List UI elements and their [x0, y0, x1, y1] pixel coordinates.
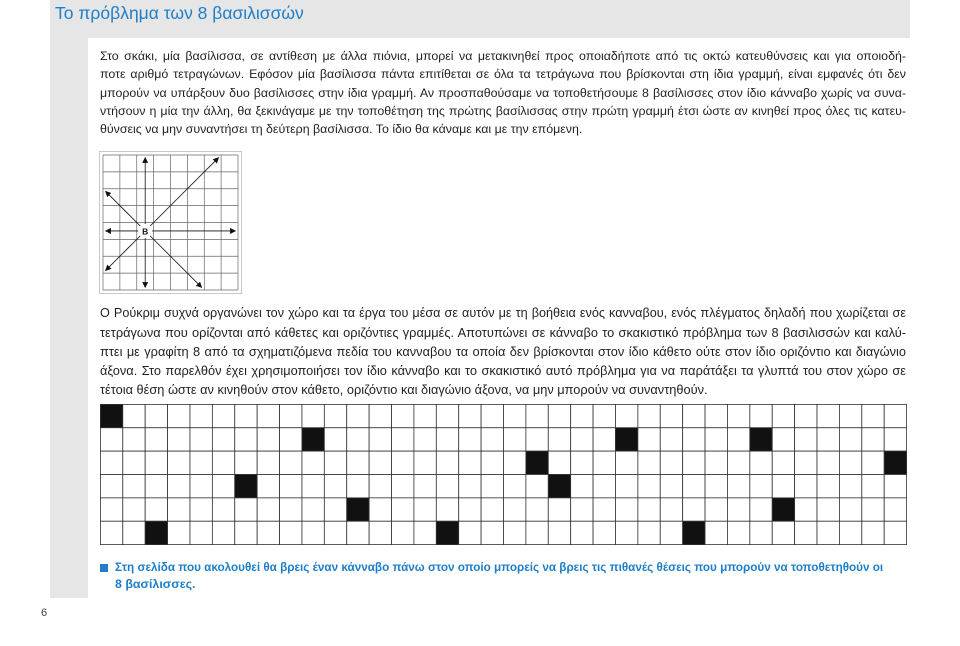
- crossword-cell: [190, 451, 212, 474]
- crossword-cell: [257, 475, 279, 498]
- crossword-cell: [705, 451, 727, 474]
- crossword-cell: [257, 428, 279, 451]
- crossword-cell: [414, 404, 436, 427]
- crossword-cell: [481, 428, 503, 451]
- crossword-cell: [615, 451, 637, 474]
- crossword-cell: [615, 475, 637, 498]
- crossword-cell: [660, 521, 682, 544]
- crossword-cell: [593, 404, 615, 427]
- crossword-cell: [436, 498, 458, 521]
- crossword-cell: [593, 521, 615, 544]
- crossword-cell: [392, 428, 414, 451]
- crossword-cell: [884, 404, 906, 427]
- crossword-filled-cell: [884, 451, 906, 474]
- crossword-cell: [593, 498, 615, 521]
- crossword-cell: [459, 404, 481, 427]
- crossword-cell: [280, 428, 302, 451]
- body-line: Ο Ρούκριμ συχνά οργανώνει τον χώρο και τα έργα του μέσα σε αυτόν με τη βοήθεια ενός κανναβου, ενός πλέγματος δηλαδή που χωρίζεται σε: [100, 306, 906, 320]
- crossword-cell: [100, 428, 122, 451]
- crossword-cell: [280, 521, 302, 544]
- crossword-filled-cell: [615, 428, 637, 451]
- crossword-cell: [190, 498, 212, 521]
- crossword-cell: [817, 498, 839, 521]
- crossword-cell: [145, 451, 167, 474]
- crossword-cell: [750, 498, 772, 521]
- crossword-cell: [302, 521, 324, 544]
- crossword-cell: [190, 404, 212, 427]
- body-line: τετράγωνα που ορίζονται από κάθετες και οριζόντιες γραμμές. Αποτυπώνει σε κάνναβο το σκακιστικό πρόβλημα των 8 βασιλισσών και καλύ-: [100, 325, 906, 340]
- crossword-cell: [571, 521, 593, 544]
- crossword-cell: [571, 428, 593, 451]
- crossword-cell: [683, 475, 705, 498]
- crossword-cell: [369, 521, 391, 544]
- crossword-cell: [369, 451, 391, 474]
- crossword-cell: [257, 498, 279, 521]
- crossword-cell: [638, 475, 660, 498]
- crossword-filled-cell: [548, 475, 570, 498]
- crossword-cell: [548, 498, 570, 521]
- crossword-cell: [324, 521, 346, 544]
- crossword-cell: [526, 475, 548, 498]
- crossword-filled-cell: [145, 521, 167, 544]
- body-paragraph: [100, 304, 906, 399]
- note-line: Στη σελίδα που ακολουθεί θα βρεις έναν κάνναβο πάνω στον οποίο μπορείς να βρεις τις πιθανές θέσεις που μπορούν να τοποθετηθούν οι: [115, 561, 884, 574]
- crossword-cell: [257, 451, 279, 474]
- intro-line: ντήσουν η μία την άλλη, θα ξεκινάγαμε με την τοποθέτηση της πρώτης βασίλισσας στην πρώτη γραμμή έτσι ώστε αν κινηθεί προς όλες τις κατευ-: [100, 103, 906, 118]
- crossword-cell: [683, 451, 705, 474]
- queen-marker: B: [142, 226, 149, 237]
- crossword-cell: [459, 451, 481, 474]
- crossword-cell: [593, 428, 615, 451]
- crossword-cell: [481, 498, 503, 521]
- crossword-cell: [436, 451, 458, 474]
- crossword-cell: [683, 498, 705, 521]
- crossword-cell: [862, 451, 884, 474]
- crossword-cell: [660, 475, 682, 498]
- crossword-cell: [481, 521, 503, 544]
- crossword-cell: [459, 498, 481, 521]
- crossword-cell: [392, 498, 414, 521]
- crossword-cell: [168, 521, 190, 544]
- note-text: [115, 559, 895, 593]
- intro-paragraph: [100, 47, 906, 138]
- crossword-cell: [145, 475, 167, 498]
- crossword-cell: [145, 428, 167, 451]
- crossword-cell: [481, 404, 503, 427]
- crossword-cell: [504, 498, 526, 521]
- crossword-cell: [772, 404, 794, 427]
- crossword-cell: [660, 498, 682, 521]
- crossword-cell: [414, 498, 436, 521]
- instruction-note: [100, 559, 906, 595]
- crossword-cell: [817, 475, 839, 498]
- crossword-cell: [571, 498, 593, 521]
- crossword-cell: [750, 451, 772, 474]
- crossword-cell: [705, 475, 727, 498]
- crossword-cell: [123, 451, 145, 474]
- crossword-cell: [660, 404, 682, 427]
- crossword-cell: [123, 428, 145, 451]
- crossword-cell: [100, 451, 122, 474]
- crossword-cell: [280, 404, 302, 427]
- crossword-cell: [280, 498, 302, 521]
- crossword-cell: [414, 521, 436, 544]
- crossword-cell: [369, 475, 391, 498]
- body-line: τέτοια θέση ώστε αν κινηθούν στον κάθετο, οριζόντιο και διαγώνιο άξονα, να μην μπορούν να συναντηθούν.: [100, 382, 708, 397]
- crossword-cell: [235, 451, 257, 474]
- crossword-cell: [817, 521, 839, 544]
- crossword-cell: [571, 451, 593, 474]
- crossword-cell: [772, 451, 794, 474]
- crossword-cell: [100, 498, 122, 521]
- crossword-cell: [705, 428, 727, 451]
- crossword-cell: [504, 451, 526, 474]
- crossword-cell: [548, 404, 570, 427]
- crossword-cell: [795, 404, 817, 427]
- crossword-cell: [414, 451, 436, 474]
- crossword-cell: [145, 404, 167, 427]
- crossword-cell: [392, 521, 414, 544]
- crossword-cell: [548, 521, 570, 544]
- crossword-cell: [190, 475, 212, 498]
- crossword-cell: [862, 428, 884, 451]
- crossword-grid: [100, 404, 907, 545]
- crossword-cell: [324, 404, 346, 427]
- crossword-filled-cell: [750, 428, 772, 451]
- crossword-cell: [504, 475, 526, 498]
- crossword-cell: [212, 428, 234, 451]
- crossword-cell: [660, 451, 682, 474]
- crossword-cell: [839, 451, 861, 474]
- crossword-cell: [683, 428, 705, 451]
- crossword-cell: [884, 521, 906, 544]
- crossword-cell: [212, 475, 234, 498]
- crossword-cell: [727, 521, 749, 544]
- crossword-cell: [571, 404, 593, 427]
- crossword-cell: [212, 451, 234, 474]
- body-line: άξονα. Στο παρελθόν έχει χρησιμοποιήσει τον ίδιο κάνναβο και το σκακιστικό αυτό πρόβλημα για να παράτάξει τα γλυπτά του στον χώρο σε: [100, 363, 906, 378]
- crossword-cell: [369, 498, 391, 521]
- crossword-cell: [750, 475, 772, 498]
- crossword-cell: [459, 475, 481, 498]
- crossword-cell: [123, 498, 145, 521]
- crossword-cell: [257, 404, 279, 427]
- crossword-cell: [212, 404, 234, 427]
- crossword-cell: [727, 451, 749, 474]
- crossword-cell: [235, 404, 257, 427]
- crossword-cell: [548, 451, 570, 474]
- crossword-cell: [436, 404, 458, 427]
- crossword-cell: [280, 475, 302, 498]
- crossword-cell: [638, 428, 660, 451]
- crossword-cell: [436, 475, 458, 498]
- crossword-cell: [615, 521, 637, 544]
- crossword-cell: [526, 404, 548, 427]
- crossword-cell: [324, 428, 346, 451]
- page-title: Το πρόβλημα των 8 βασιλισσών: [55, 3, 304, 23]
- crossword-cell: [727, 428, 749, 451]
- crossword-cell: [280, 451, 302, 474]
- crossword-cell: [772, 428, 794, 451]
- crossword-cell: [638, 521, 660, 544]
- crossword-cell: [795, 498, 817, 521]
- chessboard-diagram: [99, 151, 242, 294]
- crossword-cell: [123, 404, 145, 427]
- crossword-cell: [817, 428, 839, 451]
- crossword-cell: [683, 404, 705, 427]
- crossword-cell: [190, 428, 212, 451]
- crossword-cell: [660, 428, 682, 451]
- crossword-cell: [235, 498, 257, 521]
- crossword-cell: [839, 404, 861, 427]
- crossword-cell: [347, 475, 369, 498]
- crossword-cell: [727, 404, 749, 427]
- crossword-cell: [884, 475, 906, 498]
- crossword-filled-cell: [683, 521, 705, 544]
- crossword-cell: [839, 428, 861, 451]
- intro-line: Στο σκάκι, μία βασίλισσα, σε αντίθεση με άλλα πιόνια, μπορεί να μετακινηθεί προς οποιαδήποτε από τις οκτώ κατευθύνσεις και για οποιοδή-: [100, 49, 906, 63]
- crossword-cell: [302, 475, 324, 498]
- crossword-cell: [593, 451, 615, 474]
- crossword-cell: [369, 404, 391, 427]
- crossword-cell: [504, 521, 526, 544]
- crossword-cell: [436, 428, 458, 451]
- intro-line: ποτε αριθμό τετραγώνων. Εφόσον μία βασίλισσα πάντα επιτίθεται σε όλα τα τετράγωνα που βρίσκονται στη ίδια γραμμή, είναι εμφανές ότι δεν: [100, 67, 906, 82]
- crossword-cell: [839, 498, 861, 521]
- crossword-cell: [302, 451, 324, 474]
- crossword-cell: [638, 498, 660, 521]
- crossword-cell: [862, 404, 884, 427]
- crossword-cell: [795, 428, 817, 451]
- crossword-cell: [235, 428, 257, 451]
- crossword-cell: [145, 498, 167, 521]
- crossword-filled-cell: [526, 451, 548, 474]
- crossword-cell: [526, 498, 548, 521]
- crossword-cell: [347, 404, 369, 427]
- crossword-cell: [235, 521, 257, 544]
- crossword-cell: [414, 428, 436, 451]
- crossword-cell: [347, 428, 369, 451]
- crossword-cell: [839, 475, 861, 498]
- crossword-cell: [369, 428, 391, 451]
- crossword-cell: [504, 428, 526, 451]
- crossword-cell: [862, 475, 884, 498]
- crossword-cell: [795, 521, 817, 544]
- crossword-cell: [615, 498, 637, 521]
- crossword-cell: [705, 498, 727, 521]
- crossword-cell: [392, 451, 414, 474]
- crossword-cell: [212, 521, 234, 544]
- crossword-filled-cell: [347, 498, 369, 521]
- crossword-cell: [123, 475, 145, 498]
- crossword-filled-cell: [302, 428, 324, 451]
- crossword-cell: [168, 475, 190, 498]
- crossword-filled-cell: [100, 404, 122, 427]
- crossword-cell: [168, 498, 190, 521]
- crossword-cell: [324, 475, 346, 498]
- crossword-cell: [481, 451, 503, 474]
- crossword-cell: [638, 404, 660, 427]
- crossword-cell: [257, 521, 279, 544]
- crossword-cell: [526, 428, 548, 451]
- crossword-cell: [481, 475, 503, 498]
- crossword-cell: [817, 404, 839, 427]
- crossword-cell: [392, 404, 414, 427]
- crossword-cell: [324, 498, 346, 521]
- crossword-cell: [615, 404, 637, 427]
- crossword-cell: [750, 521, 772, 544]
- crossword-cell: [750, 404, 772, 427]
- crossword-cell: [123, 521, 145, 544]
- crossword-cell: [705, 404, 727, 427]
- crossword-cell: [168, 428, 190, 451]
- note-line: 8 βασίλισσες.: [115, 577, 196, 591]
- crossword-cell: [839, 521, 861, 544]
- crossword-cell: [100, 521, 122, 544]
- crossword-cell: [414, 475, 436, 498]
- crossword-cell: [168, 404, 190, 427]
- crossword-cell: [727, 475, 749, 498]
- crossword-cell: [817, 451, 839, 474]
- crossword-cell: [504, 404, 526, 427]
- crossword-cell: [795, 451, 817, 474]
- crossword-cell: [795, 475, 817, 498]
- crossword-cell: [302, 404, 324, 427]
- page-number: 6: [41, 607, 48, 619]
- crossword-cell: [168, 451, 190, 474]
- crossword-cell: [324, 451, 346, 474]
- crossword-filled-cell: [436, 521, 458, 544]
- crossword-cell: [862, 521, 884, 544]
- crossword-cell: [190, 521, 212, 544]
- crossword-cell: [571, 475, 593, 498]
- crossword-filled-cell: [235, 475, 257, 498]
- crossword-cell: [862, 498, 884, 521]
- crossword-filled-cell: [772, 498, 794, 521]
- crossword-cell: [593, 475, 615, 498]
- crossword-cell: [526, 521, 548, 544]
- crossword-cell: [884, 498, 906, 521]
- crossword-cell: [459, 428, 481, 451]
- crossword-cell: [705, 521, 727, 544]
- crossword-cell: [302, 498, 324, 521]
- bullet-square-icon: [100, 564, 108, 572]
- crossword-cell: [884, 428, 906, 451]
- crossword-cell: [772, 521, 794, 544]
- crossword-cell: [212, 498, 234, 521]
- intro-line: θύνσεις να μην συναντήσει τη δεύτερη βασίλισσα. Το ίδιο θα κάναμε και με την επόμενη.: [100, 122, 583, 137]
- crossword-cell: [392, 475, 414, 498]
- crossword-cell: [459, 521, 481, 544]
- crossword-cell: [548, 428, 570, 451]
- crossword-cell: [347, 451, 369, 474]
- crossword-cell: [638, 451, 660, 474]
- crossword-cell: [100, 475, 122, 498]
- intro-line: μπορούν να υπάρξουν δυο βασίλισσες στην ίδια γραμμή. Αν προσπαθούσαμε να τοποθετήσουμε 8 βασίλισσες στον ίδιο κάνναβο χωρίς να συνα-: [100, 85, 906, 100]
- crossword-cell: [772, 475, 794, 498]
- body-line: πτει με γραφίτη 8 από τα σχηματιζόμενα πεδία του κανναβου τα οποία δεν βρίσκονται στον ίδιο κάθετο ούτε στον ίδιο οριζόντιο και διαγώνιο: [100, 344, 906, 359]
- crossword-cell: [347, 521, 369, 544]
- crossword-cell: [727, 498, 749, 521]
